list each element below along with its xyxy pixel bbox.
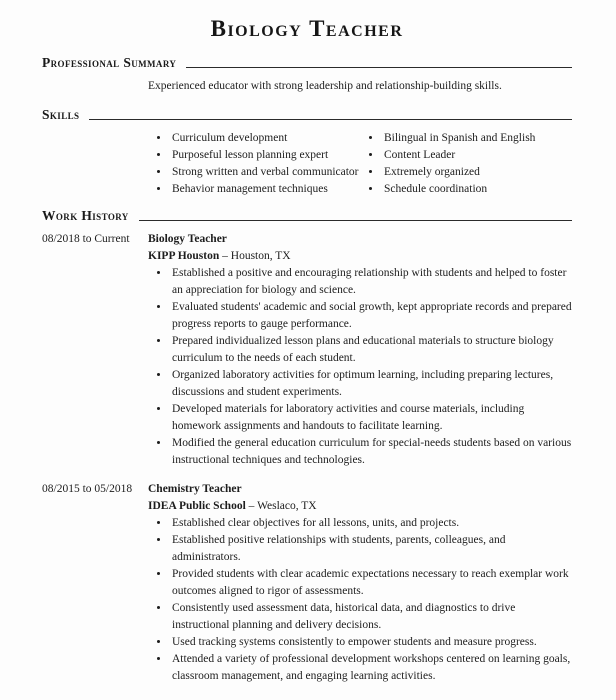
job-bullet: • Attended a variety of professional development workshops centered on learning goals, classroom management, and engaging learning activities. [170, 651, 572, 685]
skill-item: • Purposeful lesson planning expert [170, 147, 360, 164]
section-header-professional-summary [42, 55, 572, 71]
section-skills [42, 107, 572, 198]
section-heading: Work History [42, 208, 129, 223]
section-heading: Skills [42, 107, 80, 122]
job-title: Chemistry Teacher [148, 483, 242, 495]
summary-text: Experienced educator with strong leadership and relationship-building skills. [148, 80, 502, 92]
section-professional-summary [42, 55, 572, 95]
job-bullet: • Established positive relationships with students, parents, colleagues, and administrators. [170, 532, 572, 566]
job-bullet: • Consistently used assessment data, historical data, and diagnostics to drive instructional planning and delivery decisions. [170, 600, 572, 634]
job-bullet: • Modified the general education curriculum for special-needs students based on various instructional techniques and technologies. [170, 435, 572, 469]
job-bullet: • Developed materials for laboratory activities and course materials, including homework assignments and handouts to facilitate learning. [170, 401, 572, 435]
job-bullet: • Established a positive and encouraging relationship with students and helped to foster an appreciation for biology and science. [170, 265, 572, 299]
skills-columns [148, 130, 572, 198]
job-dates: 08/2018 to Current [42, 233, 130, 245]
heading-rule [139, 220, 572, 221]
job-bullet: • Prepared individualized lesson plans and educational materials to structure biology curriculum to the needs of each student. [170, 333, 572, 367]
job-bullet: • Organized laboratory activities for optimum learning, including preparing lectures, discussions and student experiments. [170, 367, 572, 401]
job-bullet-list [148, 265, 572, 469]
job-location: – Weslaco, TX [248, 500, 317, 512]
section-work-history [42, 208, 572, 685]
job-company-line [148, 498, 572, 515]
heading-rule [89, 119, 572, 120]
skill-item: • Bilingual in Spanish and English [382, 130, 572, 147]
job-title: Biology Teacher [148, 233, 227, 245]
skill-item: • Content Leader [382, 147, 572, 164]
skills-list-right [360, 130, 572, 198]
skill-item: • Schedule coordination [382, 181, 572, 198]
job-entry-biology-teacher [42, 231, 572, 469]
skill-item: • Behavior management techniques [170, 181, 360, 198]
section-header-skills [42, 107, 572, 123]
skill-item: • Extremely organized [382, 164, 572, 181]
job-main [148, 481, 572, 685]
job-bullet: • Evaluated students' academic and social growth, kept appropriate records and prepared progress reports to gauge performance. [170, 299, 572, 333]
job-bullet-list [148, 515, 572, 685]
job-bullet: • Used tracking systems consistently to empower students and measure progress. [170, 634, 572, 651]
skill-item: • Curriculum development [170, 130, 360, 147]
section-heading: Professional Summary [42, 55, 177, 70]
skills-list-left [148, 130, 360, 198]
job-entry-chemistry-teacher [42, 481, 572, 685]
job-main [148, 231, 572, 469]
page-title: Biology Teacher [210, 16, 404, 41]
job-dates: 08/2015 to 05/2018 [42, 483, 133, 495]
skill-item: • Strong written and verbal communicator [170, 164, 360, 181]
job-location: – Houston, TX [222, 250, 291, 262]
job-row [42, 231, 572, 469]
section-header-work-history [42, 208, 572, 224]
job-company: IDEA Public School [148, 500, 246, 512]
job-bullet: • Provided students with clear academic expectations necessary to reach exemplar work outcomes aligned to rigor of assessments. [170, 566, 572, 600]
heading-rule [186, 67, 572, 68]
job-company-line [148, 248, 572, 265]
job-company: KIPP Houston [148, 250, 220, 262]
job-bullet: • Established clear objectives for all lessons, units, and projects. [170, 515, 572, 532]
job-row [42, 481, 572, 685]
